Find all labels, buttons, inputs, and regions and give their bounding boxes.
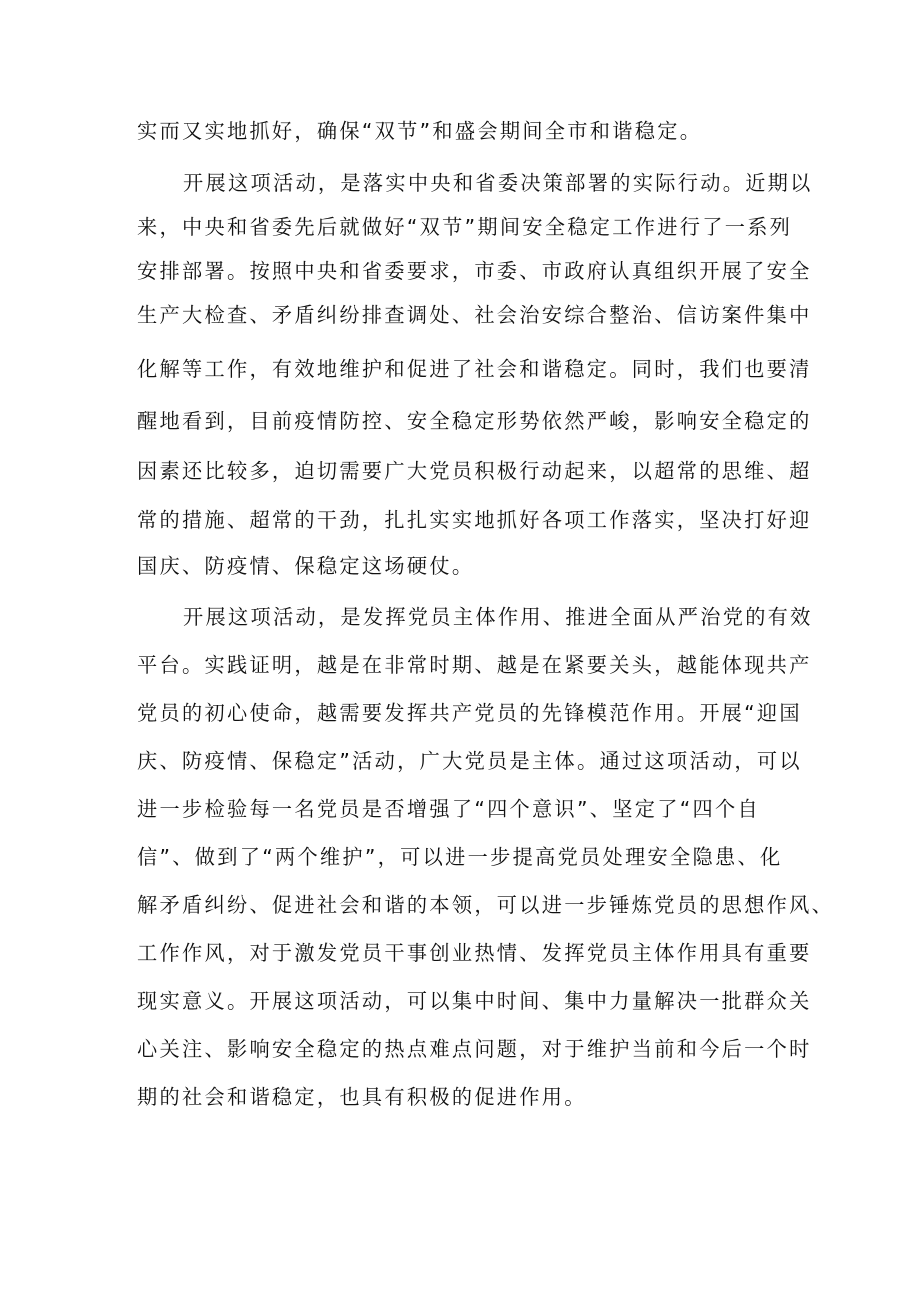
paragraph-3-line-9: 现实意义。开展这项活动，可以集中时间、集中力量解决一批群众关 [137, 989, 812, 1013]
paragraph-2-line-5: 化解等工作，有效地维护和促进了社会和谐稳定。同时，我们也要清 [137, 357, 812, 381]
paragraph-3-line-5: 进一步检验每一名党员是否增强了“四个意识”、坚定了“四个自 [137, 797, 760, 821]
paragraph-2-line-7: 因素还比较多，迫切需要广大党员积极行动起来，以超常的思维、超 [137, 459, 812, 483]
paragraph-2-line-6: 醒地看到，目前疫情防控、安全稳定形势依然严峻，影响安全稳定的 [137, 409, 812, 433]
paragraph-1-line-1: 实而又实地抓好，确保“双节”和盛会期间全市和谐稳定。 [137, 119, 703, 143]
paragraph-2-line-1: 开展这项活动，是落实中央和省委决策部署的实际行动。近期以 [183, 171, 813, 195]
paragraph-3-line-7: 解矛盾纠纷、促进社会和谐的本领，可以进一步锤炼党员的思想作风、 [137, 893, 835, 917]
paragraph-2-line-4: 生产大检查、矛盾纠纷排查调处、社会治安综合整治、信访案件集中 [137, 303, 812, 327]
paragraph-3-line-10: 心关注、影响安全稳定的热点难点问题，对于维护当前和今后一个时 [137, 1037, 812, 1061]
paragraph-3-line-11: 期的社会和谐稳定，也具有积极的促进作用。 [137, 1085, 587, 1109]
paragraph-2-line-3: 安排部署。按照中央和省委要求，市委、市政府认真组织开展了安全 [137, 259, 812, 283]
paragraph-3-line-4: 庆、防疫情、保稳定”活动，广大党员是主体。通过这项活动，可以 [137, 749, 802, 773]
paragraph-2-line-9: 国庆、防疫情、保稳定这场硬仗。 [137, 554, 475, 578]
paragraph-2-line-2: 来，中央和省委先后就做好“双节”期间安全稳定工作进行了一系列 [137, 215, 793, 239]
paragraph-3-line-3: 党员的初心使命，越需要发挥共产党员的先锋模范作用。开展“迎国 [137, 701, 802, 725]
paragraph-3-line-6: 信”、做到了“两个维护”，可以进一步提高党员处理安全隐患、化 [137, 845, 783, 869]
paragraph-2-line-8: 常的措施、超常的干劲，扎扎实实地抓好各项工作落实，坚决打好迎 [137, 508, 812, 532]
paragraph-3-line-8: 工作作风，对于激发党员干事创业热情、发挥党员主体作用具有重要 [137, 941, 812, 965]
paragraph-3-line-2: 平台。实践证明，越是在非常时期、越是在紧要关头，越能体现共产 [137, 653, 812, 677]
paragraph-3-line-1: 开展这项活动，是发挥党员主体作用、推进全面从严治党的有效 [183, 605, 813, 629]
